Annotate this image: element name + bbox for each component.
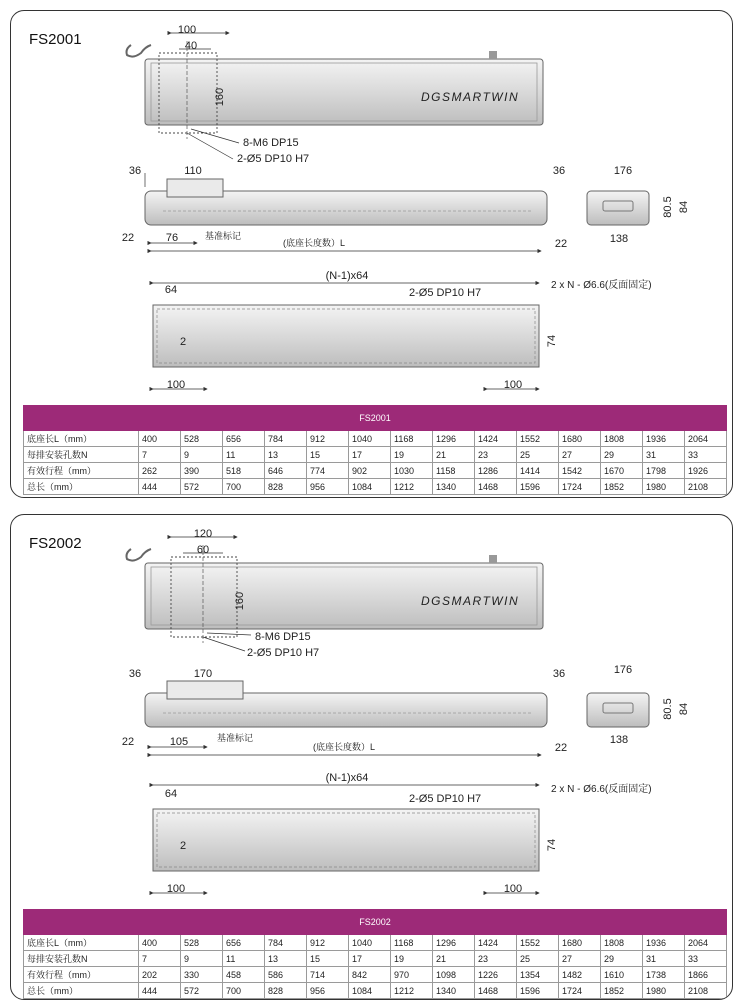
table-cell: 1424 (475, 935, 517, 951)
dim-outer-width: 120 (193, 528, 213, 540)
table-cell: 1936 (643, 431, 685, 447)
table-cell: 1468 (475, 983, 517, 999)
end-dim-bottom: 138 (609, 734, 629, 746)
dim-height: 160 (234, 591, 246, 611)
table-cell: 1596 (517, 479, 559, 495)
table-cell: 13 (265, 447, 307, 463)
end-dim-width: 176 (613, 664, 633, 676)
row-label: 总长（mm） (24, 479, 139, 495)
dim-right-end: 36 (552, 668, 566, 680)
table-cell: 458 (223, 967, 265, 983)
row-label: 底座长L（mm） (24, 431, 139, 447)
table-cell: 1852 (601, 479, 643, 495)
bottom-view (153, 772, 652, 895)
table-cell: 27 (559, 447, 601, 463)
table-cell: 21 (433, 951, 475, 967)
end-dim-h1: 80.5 (662, 698, 674, 720)
end-view (587, 165, 690, 245)
dim-height: 160 (214, 87, 226, 107)
table-cell: 1542 (559, 463, 601, 479)
table-cell: 784 (265, 431, 307, 447)
table-cell: 956 (307, 479, 349, 495)
table-cell: 774 (307, 463, 349, 479)
table-cell: 17 (349, 447, 391, 463)
cable (127, 549, 152, 561)
technical-drawing (11, 515, 733, 909)
brand-logo: DGSMARTWIN (421, 90, 520, 104)
bottom-dim-left: 100 (166, 379, 186, 391)
dim-right-end: 36 (552, 165, 566, 177)
dim-small: 2 (179, 336, 187, 348)
table-cell: 586 (265, 967, 307, 983)
bottom-body (153, 305, 539, 367)
dim-pitch: (N-1)x64 (325, 270, 369, 282)
table-cell: 828 (265, 479, 307, 495)
dim-left-end: 36 (128, 165, 142, 177)
table-title: FS2002 (24, 910, 727, 935)
bottom-callout-pin: 2-Ø5 DP10 H7 (409, 793, 482, 805)
table-cell: 1680 (559, 431, 601, 447)
table-cell: 1030 (391, 463, 433, 479)
dim-inner-width: 40 (184, 40, 198, 52)
table-cell: 1212 (391, 479, 433, 495)
table-cell: 1808 (601, 935, 643, 951)
table-cell: 1084 (349, 479, 391, 495)
table-cell: 444 (139, 479, 181, 495)
callout-pin: 2-Ø5 DP10 H7 (247, 647, 320, 659)
bottom-dim-height: 74 (546, 334, 558, 348)
table-cell: 7 (139, 447, 181, 463)
row-label: 每排安装孔数N (24, 951, 139, 967)
table-cell: 1296 (433, 431, 475, 447)
table-row (24, 447, 727, 463)
dim-datum: 105 (169, 736, 189, 748)
table-cell: 656 (223, 935, 265, 951)
table-cell: 19 (391, 951, 433, 967)
table-cell: 1040 (349, 431, 391, 447)
table-cell: 33 (685, 951, 727, 967)
table-cell: 1296 (433, 935, 475, 951)
dim-left-end: 36 (128, 668, 142, 680)
table-cell: 1212 (391, 983, 433, 999)
callout-thread: 8-M6 DP15 (255, 631, 311, 643)
dim-carriage: 110 (184, 165, 202, 177)
table-cell: 784 (265, 935, 307, 951)
callout-holes: 2 x N - Ø6.6(反面固定) (551, 280, 652, 291)
table-cell: 518 (223, 463, 265, 479)
table-cell: 2108 (685, 983, 727, 999)
bottom-dim-right: 100 (503, 379, 523, 391)
row-label: 有效行程（mm） (24, 967, 139, 983)
table-cell: 23 (475, 447, 517, 463)
leader-pin (187, 133, 233, 159)
table-cell: 1482 (559, 967, 601, 983)
dim-left-offset: 22 (121, 232, 135, 244)
table-cell: 1552 (517, 431, 559, 447)
table-cell: 2108 (685, 479, 727, 495)
table-cell: 828 (265, 983, 307, 999)
table-cell: 1098 (433, 967, 475, 983)
table-cell: 19 (391, 447, 433, 463)
table-cell: 1286 (475, 463, 517, 479)
table-cell: 1610 (601, 967, 643, 983)
table-cell: 202 (139, 967, 181, 983)
table-cell: 646 (265, 463, 307, 479)
end-dim-h2: 84 (678, 200, 690, 214)
table-cell: 25 (517, 951, 559, 967)
dim-inner-width: 60 (196, 544, 210, 556)
end-body (587, 693, 649, 727)
table-cell: 1414 (517, 463, 559, 479)
dim-small: 2 (179, 840, 187, 852)
side-view (122, 165, 567, 251)
table-cell: 27 (559, 951, 601, 967)
model-title: FS2001 (29, 31, 82, 48)
table-cell: 1354 (517, 967, 559, 983)
table-cell: 1424 (475, 431, 517, 447)
table-cell: 700 (223, 983, 265, 999)
table-cell: 528 (181, 431, 223, 447)
table-cell: 390 (181, 463, 223, 479)
table-cell: 1226 (475, 967, 517, 983)
table-cell: 656 (223, 431, 265, 447)
table-cell: 31 (643, 951, 685, 967)
table-cell: 528 (181, 935, 223, 951)
top-view (127, 24, 544, 165)
table-title: FS2001 (24, 406, 727, 431)
table-cell: 902 (349, 463, 391, 479)
table-cell: 23 (475, 951, 517, 967)
dim-carriage: 170 (193, 668, 213, 680)
table-cell: 1168 (391, 431, 433, 447)
table-cell: 1724 (559, 479, 601, 495)
end-body (587, 191, 649, 225)
table-row (24, 463, 727, 479)
bottom-callout-pin: 2-Ø5 DP10 H7 (409, 287, 482, 299)
side-carriage (167, 681, 243, 699)
dim-first-hole: 64 (164, 788, 178, 800)
end-dim-width: 176 (613, 165, 633, 177)
table-cell: 25 (517, 447, 559, 463)
table-cell: 1724 (559, 983, 601, 999)
callout-thread: 8-M6 DP15 (243, 137, 299, 149)
table-row (24, 983, 727, 999)
table-cell: 1980 (643, 479, 685, 495)
table-cell: 1670 (601, 463, 643, 479)
end-dim-bottom: 138 (609, 233, 629, 245)
section-fs2002 (10, 514, 733, 1000)
table-cell: 1596 (517, 983, 559, 999)
datum-label: 基准标记 (205, 231, 242, 241)
dim-right-offset: 22 (554, 742, 568, 754)
table-cell: 1866 (685, 967, 727, 983)
section-fs2001 (10, 10, 733, 498)
table-cell: 1168 (391, 935, 433, 951)
table-cell: 714 (307, 967, 349, 983)
row-label: 每排安装孔数N (24, 447, 139, 463)
table-cell: 2064 (685, 935, 727, 951)
dim-first-hole: 64 (164, 284, 178, 296)
table-cell: 13 (265, 951, 307, 967)
table-cell: 33 (685, 447, 727, 463)
table-cell: 1340 (433, 479, 475, 495)
spec-table (23, 909, 727, 999)
row-label: 有效行程（mm） (24, 463, 139, 479)
table-cell: 1680 (559, 935, 601, 951)
table-row (24, 479, 727, 495)
table-cell: 11 (223, 447, 265, 463)
connector (489, 51, 497, 59)
leader-pin (203, 637, 245, 651)
table-row (24, 951, 727, 967)
side-view (122, 668, 567, 755)
connector (489, 555, 497, 563)
table-cell: 400 (139, 431, 181, 447)
table-cell: 21 (433, 447, 475, 463)
dim-pitch: (N-1)x64 (325, 772, 369, 784)
table-row (24, 967, 727, 983)
dim-datum: 76 (165, 232, 179, 244)
side-carriage (167, 179, 223, 197)
table-cell: 444 (139, 983, 181, 999)
table-cell: 1980 (643, 983, 685, 999)
table-cell: 572 (181, 983, 223, 999)
table-cell: 31 (643, 447, 685, 463)
table-cell: 1084 (349, 983, 391, 999)
bottom-body (153, 809, 539, 871)
top-view (127, 528, 544, 659)
length-label: (底座长度数）L (313, 742, 376, 752)
row-label: 底座长L（mm） (24, 935, 139, 951)
table-cell: 1936 (643, 935, 685, 951)
table-cell: 9 (181, 951, 223, 967)
table-cell: 1468 (475, 479, 517, 495)
table-cell: 15 (307, 951, 349, 967)
table-cell: 1552 (517, 935, 559, 951)
table-cell: 700 (223, 479, 265, 495)
table-row (24, 935, 727, 951)
bottom-dim-right: 100 (503, 883, 523, 895)
bottom-dim-left: 100 (166, 883, 186, 895)
table-cell: 29 (601, 951, 643, 967)
callout-pin: 2-Ø5 DP10 H7 (237, 153, 310, 165)
brand-logo: DGSMARTWIN (421, 594, 520, 608)
table-cell: 842 (349, 967, 391, 983)
table-cell: 970 (391, 967, 433, 983)
table-cell: 2064 (685, 431, 727, 447)
length-label: (底座长度数）L (283, 238, 346, 248)
cable (127, 45, 152, 57)
table-cell: 1738 (643, 967, 685, 983)
table-cell: 17 (349, 951, 391, 967)
dim-outer-width: 100 (177, 24, 197, 36)
end-dim-h2: 84 (678, 702, 690, 716)
end-dim-h1: 80.5 (662, 196, 674, 218)
table-cell: 1340 (433, 983, 475, 999)
row-label: 总长（mm） (24, 983, 139, 999)
table-cell: 912 (307, 431, 349, 447)
table-cell: 912 (307, 935, 349, 951)
technical-drawing (11, 11, 733, 405)
table-cell: 400 (139, 935, 181, 951)
callout-holes: 2 x N - Ø6.6(反面固定) (551, 784, 652, 795)
dim-left-offset: 22 (121, 736, 135, 748)
datum-label: 基准标记 (217, 733, 254, 743)
table-cell: 7 (139, 951, 181, 967)
bottom-dim-height: 74 (546, 838, 558, 852)
table-cell: 1040 (349, 935, 391, 951)
table-cell: 572 (181, 479, 223, 495)
table-cell: 262 (139, 463, 181, 479)
table-row (24, 431, 727, 447)
end-view (587, 664, 690, 746)
table-cell: 9 (181, 447, 223, 463)
dim-right-offset: 22 (554, 238, 568, 250)
leader-thread (191, 129, 239, 143)
table-cell: 29 (601, 447, 643, 463)
table-cell: 1798 (643, 463, 685, 479)
table-cell: 15 (307, 447, 349, 463)
table-cell: 1852 (601, 983, 643, 999)
table-cell: 1158 (433, 463, 475, 479)
table-cell: 1808 (601, 431, 643, 447)
model-title: FS2002 (29, 535, 82, 552)
bottom-view (153, 270, 652, 391)
spec-table (23, 405, 727, 495)
table-cell: 1926 (685, 463, 727, 479)
table-cell: 330 (181, 967, 223, 983)
table-cell: 11 (223, 951, 265, 967)
leader-thread (207, 633, 251, 635)
table-cell: 956 (307, 983, 349, 999)
